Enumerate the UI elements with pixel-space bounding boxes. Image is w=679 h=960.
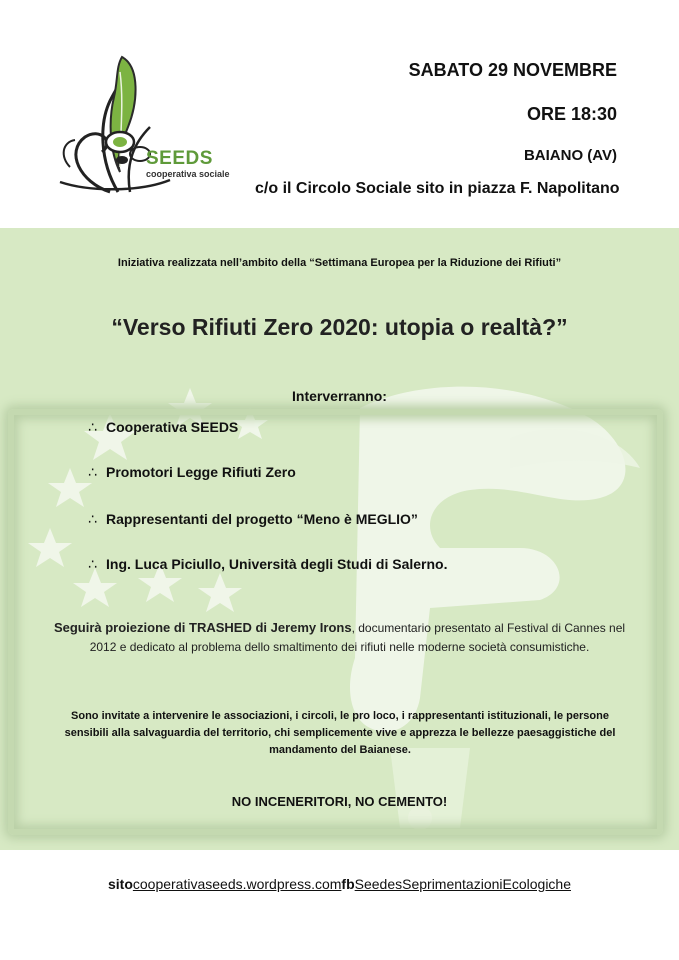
- event-title: “Verso Rifiuti Zero 2020: utopia o realtà?”: [111, 314, 568, 340]
- speaker-item: ∴ Promotori Legge Rifiuti Zero: [88, 464, 296, 480]
- projection-bold: Seguirà proiezione di TRASHED di Jeremy Irons: [53, 620, 352, 635]
- therefore-icon: ∴: [88, 511, 97, 527]
- header: [0, 0, 679, 228]
- logo-subtitle: cooperativa sociale: [146, 169, 230, 179]
- site-label: sito: [107, 876, 133, 892]
- slogan: NO INCENERITORI, NO CEMENTO!: [231, 794, 448, 809]
- initiative-text: Iniziativa realizzata nell’ambito della “Settimana Europea per la Riduzione dei Rifiuti”: [117, 257, 562, 269]
- content-band: [0, 228, 679, 850]
- therefore-icon: ∴: [88, 464, 97, 480]
- fb-label: fb: [341, 876, 355, 892]
- event-time: ORE 18:30: [526, 104, 617, 124]
- speaker-item: ∴ Cooperativa SEEDS: [88, 419, 239, 435]
- footer-links: [0, 876, 679, 892]
- site-link[interactable]: cooperativaseeds.wordpress.com: [132, 876, 342, 892]
- therefore-icon: ∴: [88, 556, 97, 572]
- logo-name: SEEDS: [146, 148, 213, 169]
- footer: [0, 850, 679, 960]
- event-venue: c/o il Circolo Sociale sito in piazza F. Napolitano: [255, 180, 620, 197]
- projection-paragraph: [50, 618, 629, 657]
- projection-text: , documentario presentato al Festival di Cannes nel 2012 e dedicato al problema dello smaltimento dei rifiuti nelle moderne società consumistiche.: [89, 621, 626, 654]
- speaker-item: ∴ Rappresentanti del progetto “Meno è MEGLIO”: [88, 511, 418, 527]
- speaker-item: ∴ Ing. Luca Piciullo, Università degli Studi di Salerno.: [88, 556, 448, 572]
- therefore-icon: ∴: [88, 419, 97, 435]
- fb-link[interactable]: SeedesSeprimentazioniEcologiche: [354, 876, 571, 892]
- event-date: SABATO 29 NOVEMBRE: [408, 60, 617, 80]
- event-place: BAIANO (AV): [523, 147, 617, 164]
- invitation-paragraph: Sono invitate a intervenire le associazioni, i circoli, le pro loco, i rappresentanti istituzionali, le persone sensibili alla salvaguardia del territorio, chi semplicemente vive e apprezza le bellezze paesaggistiche del mandamento del Baianese.: [64, 710, 616, 756]
- speakers-heading: Interverranno:: [292, 388, 387, 404]
